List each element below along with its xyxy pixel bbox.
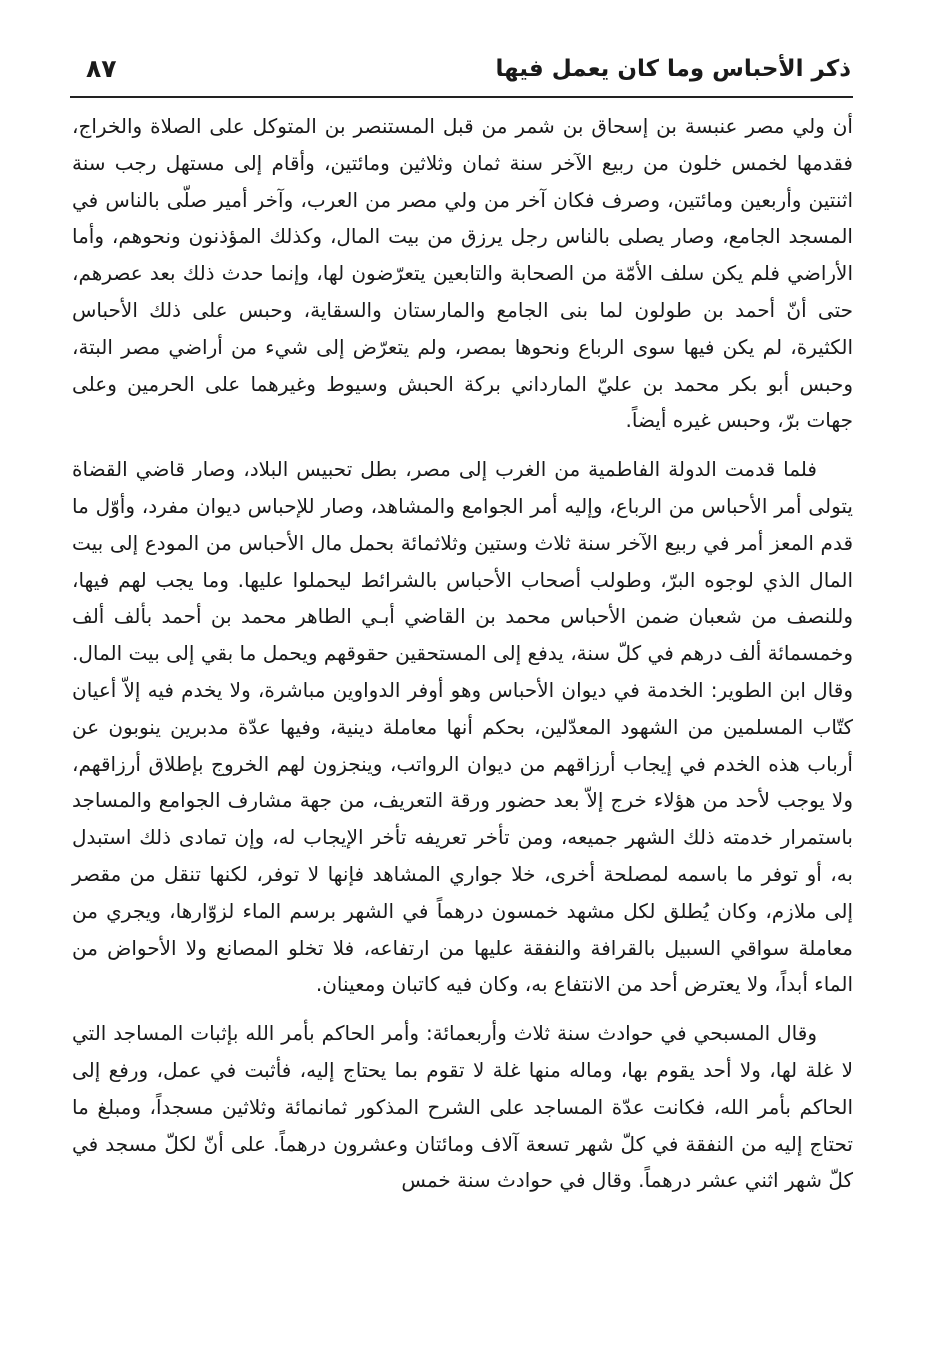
page-number: ٨٧ — [86, 54, 117, 83]
paragraph-1: أن ولي مصر عنبسة بن إسحاق بن شمر من قبل المستنصر بن المتوكل على الصلاة والخراج، فقدمها لخمس خلون من ربيع الآخر سنة ثمان وثلاثين ومائتين، وأقام إلى مستهل رجب سنة اثنتين وأربعين ومائتين، وصرف فكان آخر من ولي مصر من العرب، وآخر أمير صلّى بالناس في المسجد الجامع، وصار يصلى بالناس رجل يرزق من بيت المال، وكذلك المؤذنون ونحوهم، وأما الأراضي فلم يكن سلف الأمّة من الصحابة والتابعين يتعرّضون لها، وإنما حدث ذلك بعد عصرهم، حتى أنّ أحمد بن طولون لما بنى الجامع والمارستان والسقاية، وحبس على ذلك الأحباس الكثيرة، لم يكن فيها سوى الرباع ونحوها بمصر، ولم يتعرّض إلى شيء من أراضي مصر البتة، وحبس أبو بكر محمد بن عليّ المارداني بركة الحبش وسيوط وغيرهما على الحرمين وعلى جهات برّ، وحبس غيره أيضاً. — [72, 114, 853, 433]
page-header — [70, 52, 853, 98]
body-text — [72, 108, 853, 1199]
paragraph-3: وقال المسبحي في حوادث سنة ثلاث وأربعمائة: وأمر الحاكم بأمر الله بإثبات المساجد التي لا غلة لها، ولا أحد يقوم بها، وماله منها غلة لا تقوم بما يحتاج إليه، فأثبت في عمل، ورفع إلى الحاكم بأمر الله، فكانت عدّة المساجد على الشرح المذكور ثمانمائة وثلاثين مسجداً، ومبلغ ما تحتاج إليه من النفقة في كلّ شهر تسعة آلاف ومائتان وعشرون درهماً. على أنّ لكلّ مسجد في كلّ شهر اثني عشر درهماً. وقال في حوادث سنة خمس — [72, 1021, 853, 1193]
paragraph-2: فلما قدمت الدولة الفاطمية من الغرب إلى مصر، بطل تحبيس البلاد، وصار قاضي القضاة يتولى أمر الأحباس من الرباع، وإليه أمر الجوامع والمشاهد، وصار للإحباس ديوان مفرد، وأوّل ما قدم المعز أمر في ربيع الآخر سنة ثلاث وستين وثلاثمائة بحمل مال الأحباس من المودع إلى بيت المال الذي لوجوه البرّ، وطولب أصحاب الأحباس بالشرائط ليحملوا عليها. وما يجب لهم فيها، وللنصف من شعبان ضمن الأحباس محمد بن القاضي أبـي الطاهر محمد بن أحمد بألف ألف وخمسمائة ألف درهم في كلّ سنة، يدفع إلى المستحقين حقوقهم ويحمل ما بقي إلى بيت المال. وقال ابن الطوير: الخدمة في ديوان الأحباس وهو أوفر الدواوين مباشرة، ولا يخدم فيه إلاّ أعيان كتّاب المسلمين من الشهود المعدّلين، بحكم أنها معاملة دينية، وفيها عدّة مدبرين ينوبون عن أرباب هذه الخدم في إيجاب أرزاقهم من ديوان الرواتب، وينجزون لهم الخروج بإطلاق أرزاقهم، ولا يوجب لأحد من هؤلاء خرج إلاّ بعد حضور ورقة التعريف، من جهة مشارف الجوامع والمساجد باستمرار خدمته ذلك الشهر جميعه، ومن تأخر تعريفه تأخر الإيجاب له، وإن تمادى ذلك استبدل به، أو توفر ما باسمه لمصلحة أخرى، خلا جواري المشاهد فإنها لا توفر، لكنها تنقل من مقصر إلى ملازم، وكان يُطلق لكل مشهد خمسون درهماً في الشهر برسم الماء لزوّارها، ويجري من معاملة سواقي السبيل بالقرافة والنفقة عليها من ارتفاعه، فلا تخلو المصانع ولا الأحواض من الماء أبداً، ولا يعترض أحد من الانتفاع به، وكان فيه كاتبان ومعينان. — [71, 457, 853, 997]
running-title: ذكر الأحباس وما كان يعمل فيها — [495, 56, 851, 82]
